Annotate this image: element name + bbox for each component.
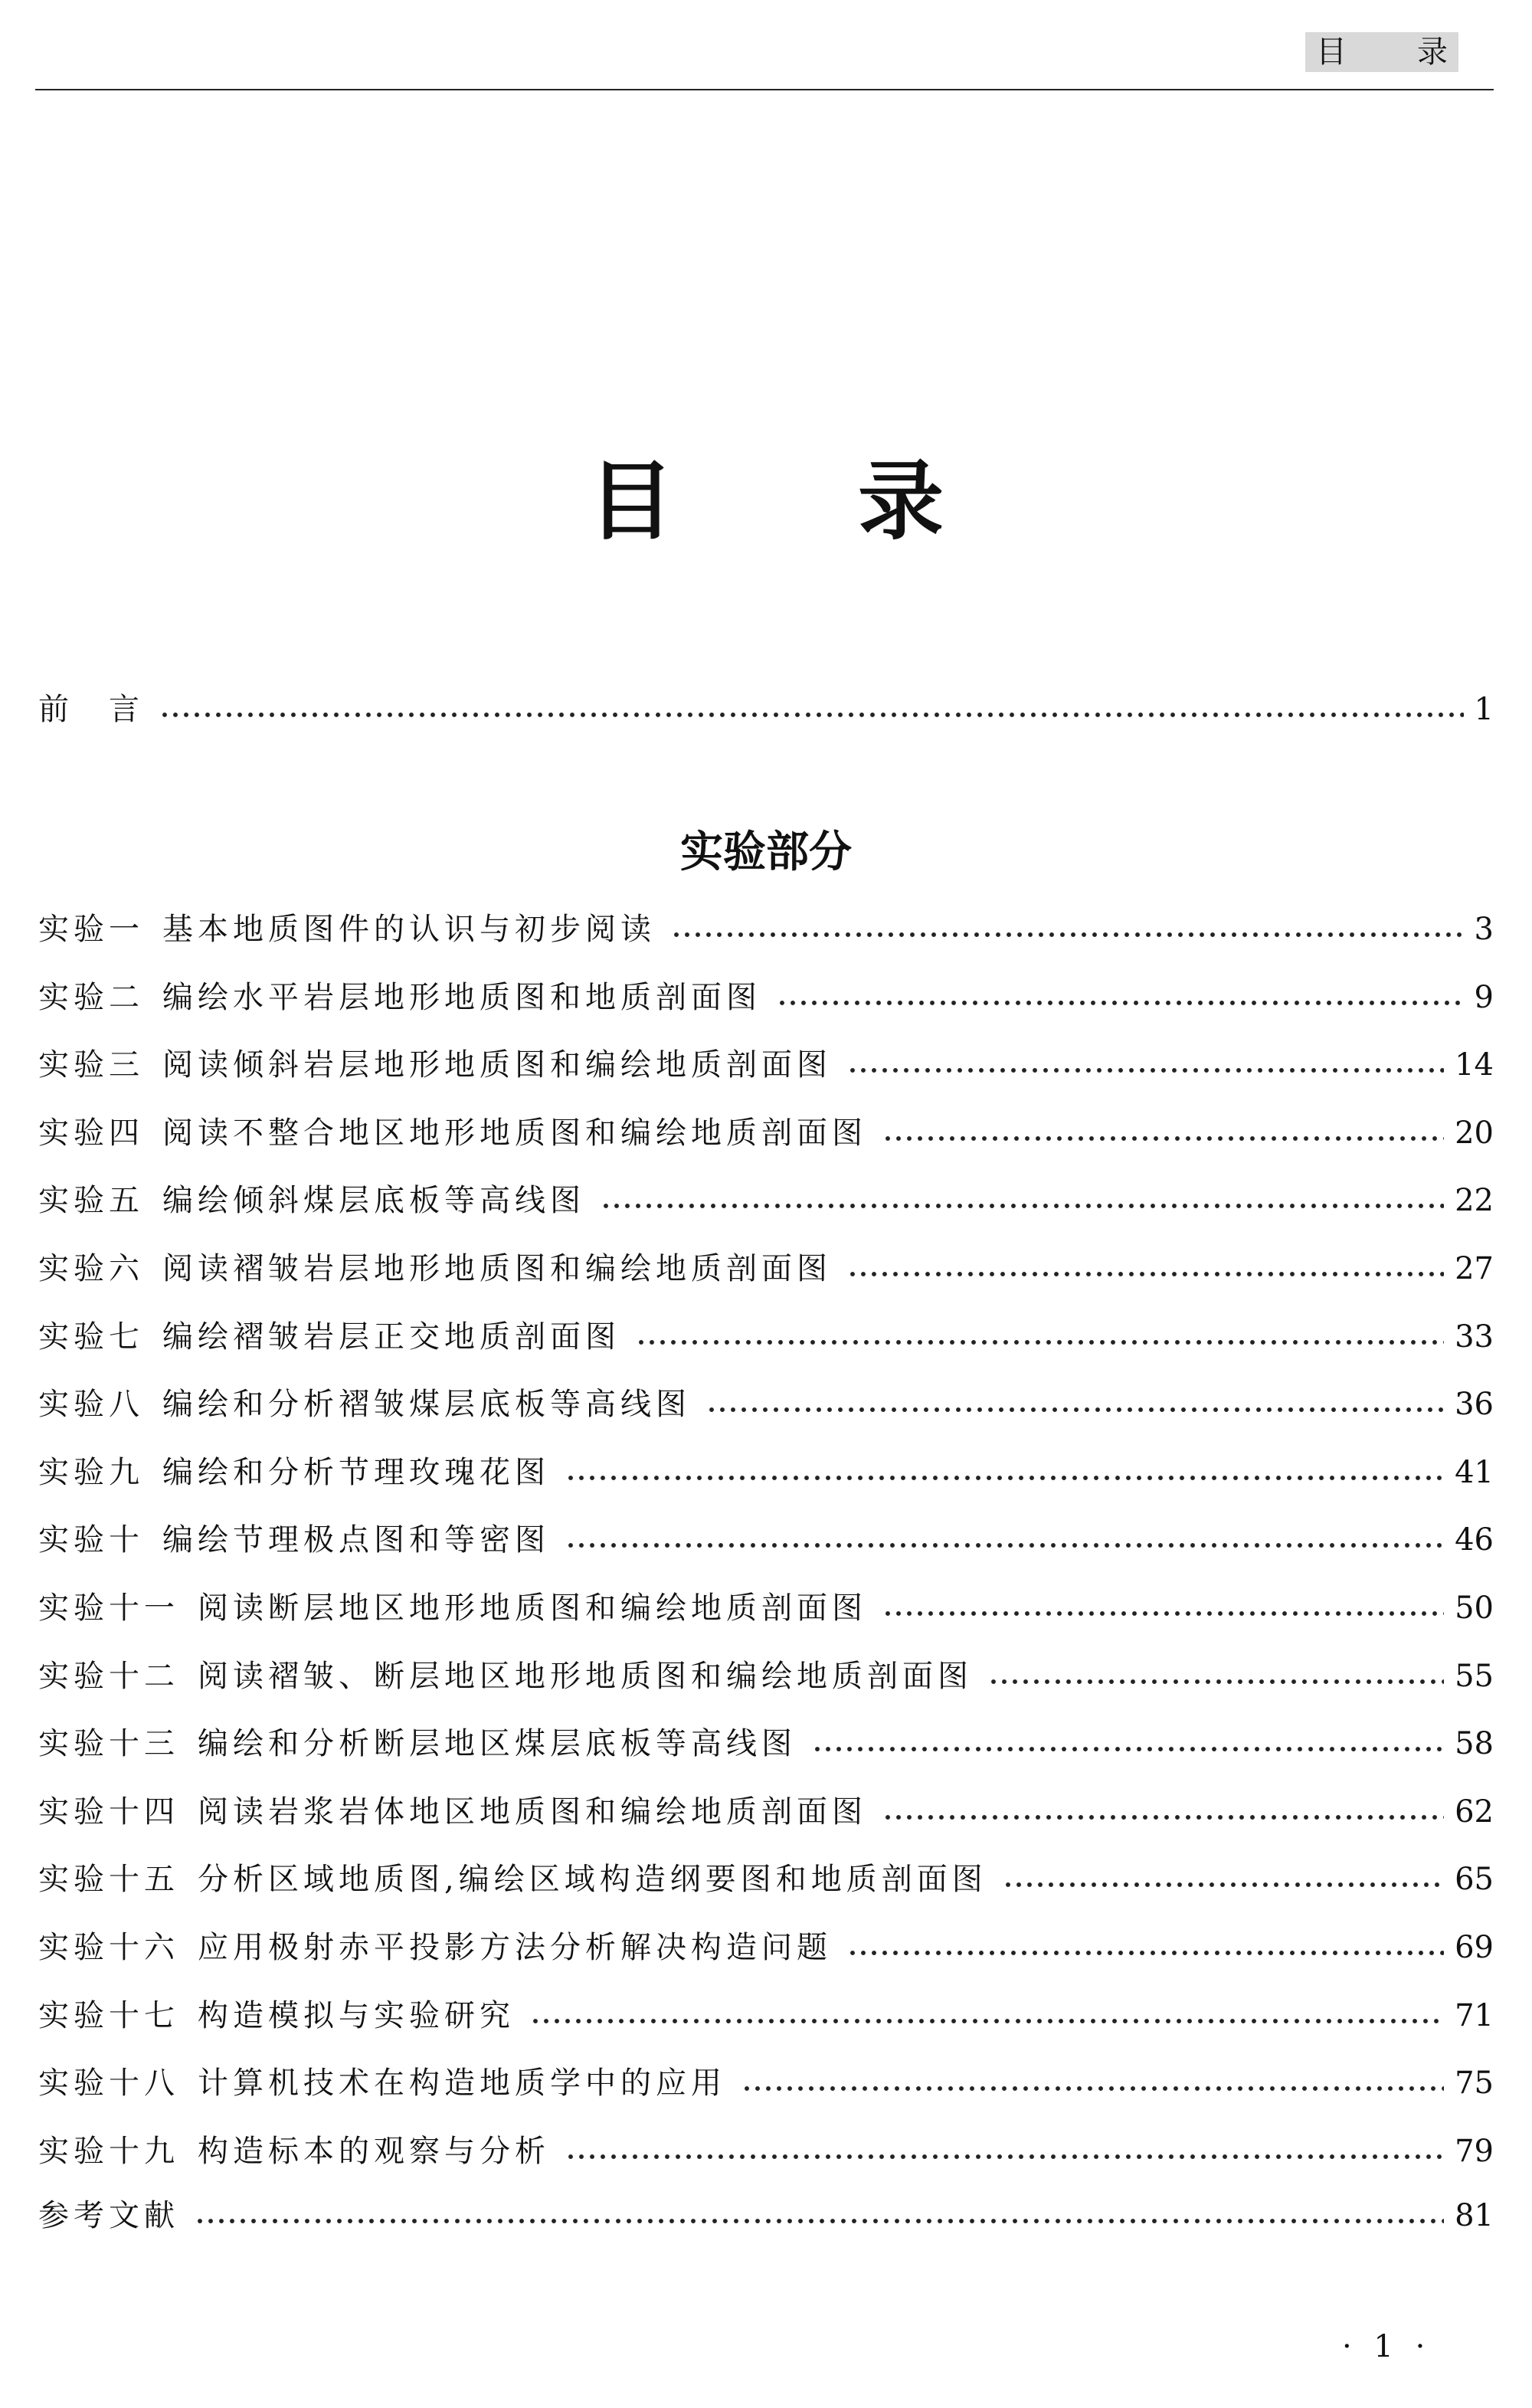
toc-row-preface[interactable] (38, 686, 1494, 732)
toc-leader-dots (988, 1678, 1444, 1686)
toc-entry-title: 应用极射赤平投影方法分析解决构造问题 (198, 1930, 832, 1965)
toc-entry-number: 实验十七 (38, 1998, 179, 2033)
toc-entry[interactable] (38, 1246, 1494, 1292)
toc-entry-number: 实验六 (38, 1251, 144, 1286)
toc-leader-dots (882, 1135, 1444, 1142)
toc-entry[interactable] (38, 1789, 1494, 1835)
toc-references-label: 参考文献 (38, 2198, 179, 2233)
toc-entry-page: 33 (1455, 1319, 1494, 1355)
toc-leader-dots (847, 1066, 1444, 1074)
toc-entry-number: 实验十一 (38, 1591, 179, 1626)
toc-entry-page: 62 (1455, 1794, 1494, 1830)
toc-entry-title: 编绘节理极点图和等密图 (162, 1522, 550, 1558)
toc-entry-number: 实验十八 (38, 2066, 179, 2101)
running-header-left: 目 (1316, 34, 1347, 70)
toc-entry-page: 71 (1455, 1998, 1494, 2033)
toc-entry-page: 69 (1455, 1930, 1494, 1965)
toc-entry-number: 实验十四 (38, 1794, 179, 1830)
toc-entry-number: 实验十二 (38, 1659, 179, 1694)
toc-entry[interactable] (38, 1925, 1494, 1971)
page-title (0, 448, 1532, 555)
toc-entry-number: 实验八 (38, 1387, 144, 1422)
page-title-left: 目 (588, 452, 674, 552)
toc-entry-page: 75 (1455, 2066, 1494, 2101)
header-rule (35, 89, 1494, 90)
toc-entry-title: 编绘和分析褶皱煤层底板等高线图 (162, 1387, 691, 1422)
toc-entry[interactable] (38, 2060, 1494, 2106)
toc-leader-dots (565, 1541, 1444, 1549)
toc-entry-page: 36 (1455, 1387, 1494, 1422)
toc-leader-dots (1003, 1881, 1444, 1889)
toc-row-references[interactable] (38, 2193, 1494, 2239)
toc-entry-page: 46 (1455, 1522, 1494, 1558)
toc-entry-title: 阅读岩浆岩体地区地质图和编绘地质剖面图 (198, 1794, 867, 1830)
toc-entry-number: 实验七 (38, 1319, 144, 1355)
toc-leader-dots (706, 1406, 1444, 1414)
toc-entry[interactable] (38, 1381, 1494, 1427)
toc-leader-dots (671, 931, 1464, 939)
toc-entry-page: 50 (1455, 1591, 1494, 1626)
toc-entry-title: 阅读褶皱、断层地区地形地质图和编绘地质剖面图 (198, 1659, 973, 1694)
toc-leader-dots (847, 1949, 1444, 1957)
toc-leader-dots (882, 1813, 1444, 1821)
toc-entry[interactable] (38, 1517, 1494, 1563)
toc-leader-dots (847, 1270, 1444, 1278)
toc-entry-title: 阅读断层地区地形地质图和编绘地质剖面图 (198, 1591, 867, 1626)
toc-entry-page: 79 (1455, 2134, 1494, 2169)
toc-leader-dots (159, 711, 1464, 719)
toc-preface-page: 1 (1474, 692, 1494, 727)
toc-entry-page: 58 (1455, 1726, 1494, 1761)
toc-entry-title: 阅读不整合地区地形地质图和编绘地质剖面图 (162, 1116, 867, 1151)
toc-entry-number: 实验五 (38, 1183, 144, 1218)
toc-entry[interactable] (38, 1653, 1494, 1699)
toc-entry[interactable] (38, 975, 1494, 1021)
toc-leader-dots (530, 2017, 1444, 2025)
toc-entry-title: 分析区域地质图,编绘区域构造纲要图和地质剖面图 (198, 1862, 987, 1897)
toc-entry-number: 实验一 (38, 912, 144, 947)
toc-entry-title: 计算机技术在构造地质学中的应用 (198, 2066, 726, 2101)
toc-entry-title: 构造模拟与实验研究 (198, 1998, 515, 2033)
toc-entry-title: 编绘水平岩层地形地质图和地质剖面图 (162, 980, 761, 1015)
toc-leader-dots (601, 1202, 1444, 1210)
toc-references-page: 81 (1455, 2198, 1494, 2233)
toc-entry-page: 22 (1455, 1183, 1494, 1218)
section-heading: 实验部分 (680, 827, 852, 877)
toc-leader-dots (777, 999, 1464, 1007)
toc-entry-page: 55 (1455, 1659, 1494, 1694)
toc-entry-title: 编绘和分析断层地区煤层底板等高线图 (198, 1726, 797, 1761)
page-title-right: 录 (858, 452, 944, 552)
toc-entry[interactable] (38, 906, 1494, 952)
toc-entry[interactable] (38, 2128, 1494, 2174)
toc-entry[interactable] (38, 1450, 1494, 1496)
toc-preface-label: 前 言 (38, 692, 144, 727)
toc-entry[interactable] (38, 1585, 1494, 1631)
toc-entry-number: 实验三 (38, 1047, 144, 1083)
running-header-right: 录 (1417, 34, 1448, 70)
toc-entry[interactable] (38, 1314, 1494, 1360)
toc-entry-number: 实验四 (38, 1116, 144, 1151)
toc-entry-number: 实验九 (38, 1455, 144, 1490)
toc-entry-number: 实验十三 (38, 1726, 179, 1761)
toc-entry[interactable] (38, 1178, 1494, 1224)
toc-entry[interactable] (38, 1721, 1494, 1767)
toc-entry-title: 编绘倾斜煤层底板等高线图 (162, 1183, 585, 1218)
page-number: · 1 · (1342, 2329, 1432, 2364)
toc-entry[interactable] (38, 1110, 1494, 1156)
toc-leader-dots (565, 2153, 1444, 2161)
toc-entry-title: 阅读褶皱岩层地形地质图和编绘地质剖面图 (162, 1251, 832, 1286)
toc-entry-number: 实验十六 (38, 1930, 179, 1965)
toc-leader-dots (565, 1474, 1444, 1482)
toc-entry-page: 27 (1455, 1251, 1494, 1286)
toc-leader-dots (195, 2217, 1444, 2225)
toc-entry-page: 3 (1474, 912, 1494, 947)
toc-entry-title: 基本地质图件的认识与初步阅读 (162, 912, 656, 947)
toc-entry-page: 14 (1455, 1047, 1494, 1083)
toc-entry-page: 20 (1455, 1116, 1494, 1151)
toc-entry-number: 实验十五 (38, 1862, 179, 1897)
toc-entry-title: 编绘褶皱岩层正交地质剖面图 (162, 1319, 620, 1355)
toc-entry[interactable] (38, 1993, 1494, 2039)
toc-entry-number: 实验十 (38, 1522, 144, 1558)
running-header (1305, 32, 1458, 72)
toc-entry[interactable] (38, 1042, 1494, 1088)
toc-leader-dots (812, 1745, 1444, 1753)
toc-entry-title: 阅读倾斜岩层地形地质图和编绘地质剖面图 (162, 1047, 832, 1083)
toc-entry-page: 65 (1455, 1862, 1494, 1897)
toc-leader-dots (741, 2085, 1444, 2092)
toc-leader-dots (882, 1610, 1444, 1617)
toc-entry-page: 9 (1474, 980, 1494, 1015)
toc-entry[interactable] (38, 1856, 1494, 1902)
toc-entry-number: 实验二 (38, 980, 144, 1015)
toc-leader-dots (636, 1338, 1444, 1346)
toc-entry-title: 编绘和分析节理玫瑰花图 (162, 1455, 550, 1490)
toc-entry-number: 实验十九 (38, 2134, 179, 2169)
toc-entry-title: 构造标本的观察与分析 (198, 2134, 550, 2169)
toc-entry-page: 41 (1455, 1455, 1494, 1490)
